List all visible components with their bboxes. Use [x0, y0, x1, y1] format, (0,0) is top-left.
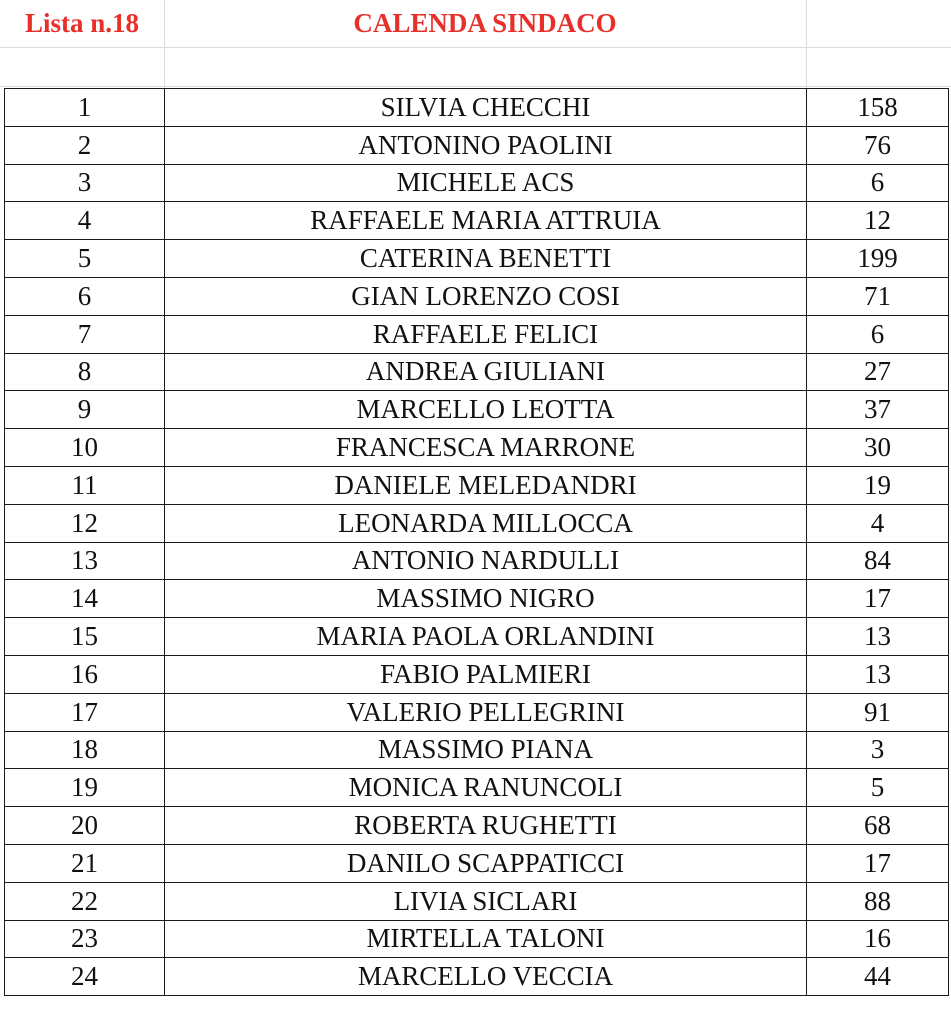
- candidate-name-cell[interactable]: FRANCESCA MARRONE: [165, 429, 807, 467]
- candidate-number-cell[interactable]: 14: [5, 580, 165, 618]
- candidate-name-cell[interactable]: ANDREA GIULIANI: [165, 353, 807, 391]
- candidate-votes-cell[interactable]: 13: [807, 655, 949, 693]
- candidate-name-cell[interactable]: ROBERTA RUGHETTI: [165, 807, 807, 845]
- table-row: [5, 655, 949, 693]
- table-row: [5, 126, 949, 164]
- candidate-name-cell[interactable]: DANIELE MELEDANDRI: [165, 466, 807, 504]
- candidate-name-cell[interactable]: MARIA PAOLA ORLANDINI: [165, 618, 807, 656]
- candidate-number-cell[interactable]: 20: [5, 807, 165, 845]
- table-row: [5, 315, 949, 353]
- candidate-number-cell[interactable]: 15: [5, 618, 165, 656]
- table-row: [5, 618, 949, 656]
- candidate-number-cell[interactable]: 9: [5, 391, 165, 429]
- candidate-number-cell[interactable]: 16: [5, 655, 165, 693]
- candidate-votes-cell[interactable]: 76: [807, 126, 949, 164]
- candidate-number-cell[interactable]: 19: [5, 769, 165, 807]
- candidate-number-cell[interactable]: 6: [5, 277, 165, 315]
- candidates-table-body: [5, 89, 949, 996]
- candidate-name-cell[interactable]: MASSIMO PIANA: [165, 731, 807, 769]
- candidate-votes-cell[interactable]: 88: [807, 882, 949, 920]
- candidate-name-cell[interactable]: MICHELE ACS: [165, 164, 807, 202]
- table-row: [5, 542, 949, 580]
- table-row: [5, 807, 949, 845]
- candidate-name-cell[interactable]: MIRTELLA TALONI: [165, 920, 807, 958]
- table-row: [5, 731, 949, 769]
- candidate-name-cell[interactable]: GIAN LORENZO COSI: [165, 277, 807, 315]
- candidate-number-cell[interactable]: 21: [5, 844, 165, 882]
- candidate-name-cell[interactable]: DANILO SCAPPATICCI: [165, 844, 807, 882]
- candidate-votes-cell[interactable]: 6: [807, 164, 949, 202]
- candidate-name-cell[interactable]: ANTONIO NARDULLI: [165, 542, 807, 580]
- table-row: [5, 882, 949, 920]
- candidate-votes-cell[interactable]: 17: [807, 580, 949, 618]
- candidate-name-cell[interactable]: MONICA RANUNCOLI: [165, 769, 807, 807]
- table-row: [5, 202, 949, 240]
- grid-line: [0, 47, 951, 48]
- candidate-name-cell[interactable]: SILVIA CHECCHI: [165, 89, 807, 127]
- candidate-votes-cell[interactable]: 3: [807, 731, 949, 769]
- candidate-votes-cell[interactable]: 19: [807, 466, 949, 504]
- candidate-name-cell[interactable]: MARCELLO VECCIA: [165, 958, 807, 996]
- candidate-votes-cell[interactable]: 17: [807, 844, 949, 882]
- candidate-number-cell[interactable]: 10: [5, 429, 165, 467]
- candidate-name-cell[interactable]: FABIO PALMIERI: [165, 655, 807, 693]
- candidate-name-cell[interactable]: RAFFAELE FELICI: [165, 315, 807, 353]
- candidate-name-cell[interactable]: LEONARDA MILLOCCA: [165, 504, 807, 542]
- table-row: [5, 769, 949, 807]
- candidate-number-cell[interactable]: 5: [5, 240, 165, 278]
- list-number-label[interactable]: Lista n.18: [24, 8, 140, 38]
- candidate-number-cell[interactable]: 22: [5, 882, 165, 920]
- candidate-votes-cell[interactable]: 158: [807, 89, 949, 127]
- candidate-votes-cell[interactable]: 5: [807, 769, 949, 807]
- candidate-votes-cell[interactable]: 6: [807, 315, 949, 353]
- candidate-name-cell[interactable]: MASSIMO NIGRO: [165, 580, 807, 618]
- candidate-number-cell[interactable]: 12: [5, 504, 165, 542]
- candidate-number-cell[interactable]: 2: [5, 126, 165, 164]
- candidate-name-cell[interactable]: LIVIA SICLARI: [165, 882, 807, 920]
- candidate-number-cell[interactable]: 18: [5, 731, 165, 769]
- empty-header-cell[interactable]: [806, 0, 951, 47]
- table-row: [5, 920, 949, 958]
- table-row: [5, 277, 949, 315]
- table-row: [5, 353, 949, 391]
- candidate-number-cell[interactable]: 1: [5, 89, 165, 127]
- candidate-votes-cell[interactable]: 13: [807, 618, 949, 656]
- table-row: [5, 580, 949, 618]
- candidate-number-cell[interactable]: 13: [5, 542, 165, 580]
- candidate-name-cell[interactable]: CATERINA BENETTI: [165, 240, 807, 278]
- candidate-number-cell[interactable]: 3: [5, 164, 165, 202]
- table-row: [5, 693, 949, 731]
- candidate-number-cell[interactable]: 4: [5, 202, 165, 240]
- candidate-votes-cell[interactable]: 91: [807, 693, 949, 731]
- candidate-number-cell[interactable]: 17: [5, 693, 165, 731]
- candidate-votes-cell[interactable]: 4: [807, 504, 949, 542]
- candidate-votes-cell[interactable]: 30: [807, 429, 949, 467]
- candidate-votes-cell[interactable]: 199: [807, 240, 949, 278]
- candidate-name-cell[interactable]: MARCELLO LEOTTA: [165, 391, 807, 429]
- candidate-votes-cell[interactable]: 27: [807, 353, 949, 391]
- table-row: [5, 89, 949, 127]
- table-row: [5, 240, 949, 278]
- list-name-title[interactable]: CALENDA SINDACO: [353, 8, 617, 38]
- candidates-table: [4, 88, 949, 996]
- candidate-votes-cell[interactable]: 12: [807, 202, 949, 240]
- candidate-name-cell[interactable]: RAFFAELE MARIA ATTRUIA: [165, 202, 807, 240]
- candidate-votes-cell[interactable]: 44: [807, 958, 949, 996]
- table-row: [5, 504, 949, 542]
- table-row: [5, 391, 949, 429]
- candidate-votes-cell[interactable]: 37: [807, 391, 949, 429]
- table-row: [5, 958, 949, 996]
- grid-line: [0, 86, 951, 87]
- table-row: [5, 164, 949, 202]
- candidate-name-cell[interactable]: ANTONINO PAOLINI: [165, 126, 807, 164]
- candidate-number-cell[interactable]: 8: [5, 353, 165, 391]
- candidate-number-cell[interactable]: 7: [5, 315, 165, 353]
- candidate-votes-cell[interactable]: 16: [807, 920, 949, 958]
- candidate-votes-cell[interactable]: 84: [807, 542, 949, 580]
- table-row: [5, 844, 949, 882]
- table-row: [5, 429, 949, 467]
- candidate-name-cell[interactable]: VALERIO PELLEGRINI: [165, 693, 807, 731]
- table-row: [5, 466, 949, 504]
- candidate-number-cell[interactable]: 11: [5, 466, 165, 504]
- candidate-number-cell[interactable]: 24: [5, 958, 165, 996]
- candidate-votes-cell[interactable]: 71: [807, 277, 949, 315]
- candidate-number-cell[interactable]: 23: [5, 920, 165, 958]
- candidate-votes-cell[interactable]: 68: [807, 807, 949, 845]
